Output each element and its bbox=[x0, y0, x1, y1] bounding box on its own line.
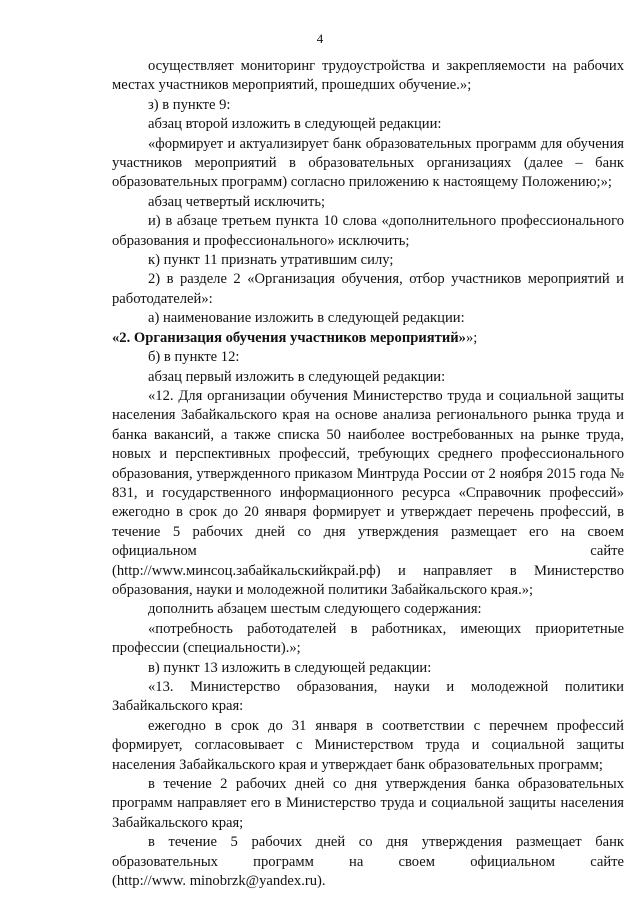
section-heading bbox=[112, 329, 624, 348]
paragraph-item-13-text: «13. Министерство образования, науки и молодежной политики Забайкальского края: bbox=[112, 679, 624, 715]
paragraph-a-name: а) наименование изложить в следующей редакции: bbox=[148, 310, 465, 327]
paragraph-annually: ежегодно в срок до 31 января в соответствии с перечнем профессий формирует, согласовывает с Министерством труда и социальной защиты населения Забайкальского края и утверждает банк образовательных программ; bbox=[112, 717, 624, 773]
paragraph-v-item-13: в) пункт 13 изложить в следующей редакции: bbox=[148, 659, 432, 676]
paragraph-b-item-12: б) в пункте 12: bbox=[148, 349, 240, 366]
paragraph-employers-need: «потребность работодателей в работниках, имеющих приоритетные профессии (специальности).»; bbox=[112, 620, 624, 657]
section-heading-title: «2. Организация обучения участников мероприятий» bbox=[112, 329, 466, 346]
paragraph-sixth-abzac: дополнить абзацем шестым следующего содержания: bbox=[148, 601, 482, 618]
paragraph-fourth-abzac: абзац четвертый исключить; bbox=[148, 193, 326, 210]
paragraph-k-item-11: к) пункт 11 признать утратившим силу; bbox=[148, 252, 394, 269]
paragraph-within-5-days: в течение 5 рабочих дней со дня утверждения размещает банк образовательных программ на своем официальном сайте bbox=[112, 834, 624, 870]
paragraph-section-2: 2) в разделе 2 «Организация обучения, отбор участников мероприятий и работодателей»: bbox=[112, 271, 624, 307]
paragraph-within-2-days: в течение 2 рабочих дней со дня утверждения банка образовательных программ направляет его в Министерство труда и социальной защиты населения Забайкальского края; bbox=[112, 776, 624, 831]
section-heading-tail: »; bbox=[465, 329, 478, 346]
paragraph-item-12-text: «12. Для организации обучения Министерство труда и социальной защиты населения Забайкальского края на основе анализа регионального рынка труда и банка вакансий, а также списка 50 наиболее востребованных на рынке труда, новых и перспективных профессий, требующих среднего профессионального образования, утвержденного приказом Минтруда России от 2 ноября 2015 года № 831, и государственного информационного ресурса «Справочник профессий» ежегодно в срок до 20 января формирует и утверждает перечень профессий, в течение 5 рабочих дней со дня утверждения размещает его на своем официальном сайте bbox=[112, 387, 624, 560]
paragraph-second-abzac: абзац второй изложить в следующей редакции: bbox=[148, 116, 442, 133]
paragraph-item-12-site: (http://www.минсоц.забайкальскийкрай.рф) и направляет в Министерство образования, науки и молодежной политики Забайкальского края.»; bbox=[112, 562, 624, 598]
paragraph-site-url: (http://www. minobrzk@yandex.ru). bbox=[112, 873, 326, 890]
paragraph-first-abzac: абзац первый изложить в следующей редакции: bbox=[148, 368, 446, 385]
paragraph-i-item-10: и) в абзаце третьем пункта 10 слова «дополнительного профессионального образования и профессионального» исключить; bbox=[112, 213, 624, 249]
paragraph-bank-programs: «формирует и актуализирует банк образовательных программ для обучения участников мероприятий в образовательных организациях (далее – банк образовательных программ) согласно приложению к настоящему Положению;»; bbox=[112, 135, 624, 191]
paragraph-z-item-9: з) в пункте 9: bbox=[148, 96, 231, 113]
paragraph-monitoring: осуществляет мониторинг трудоустройства и закрепляемости на рабочих местах участников мероприятий, прошедших обучение.»; bbox=[112, 58, 624, 94]
page-number: 4 bbox=[316, 31, 324, 46]
document-body bbox=[112, 57, 624, 891]
